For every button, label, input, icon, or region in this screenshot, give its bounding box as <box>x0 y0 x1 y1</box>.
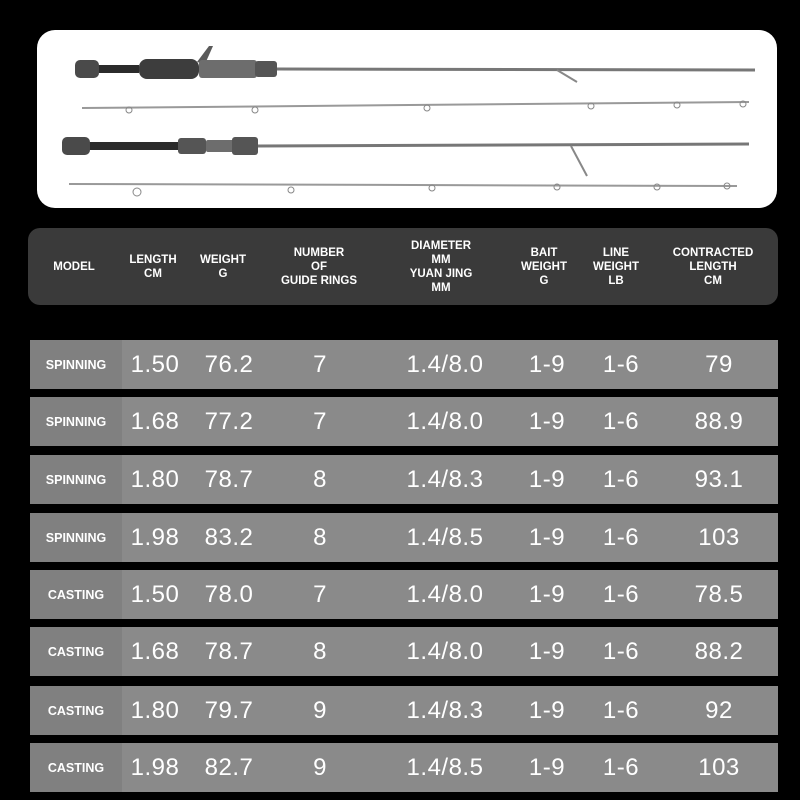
bait-cell: 1-9 <box>528 580 566 608</box>
diameter-cell: 1.4/8.5 <box>406 523 484 551</box>
line-cell: 1-6 <box>602 465 640 493</box>
table-row <box>30 570 778 619</box>
table-row <box>30 513 778 562</box>
diameter-cell: 1.4/8.5 <box>406 753 484 781</box>
weight-cell: 83.2 <box>204 523 254 551</box>
weight-cell: 77.2 <box>204 407 254 435</box>
length-cell: 1.98 <box>130 753 180 781</box>
bait-cell: 1-9 <box>528 696 566 724</box>
length-cell: 1.50 <box>130 350 180 378</box>
length-cell: 1.80 <box>130 696 180 724</box>
weight-cell: 78.7 <box>204 637 254 665</box>
diameter-cell: 1.4/8.3 <box>406 696 484 724</box>
bait-cell: 1-9 <box>528 350 566 378</box>
rings-cell: 9 <box>313 696 327 724</box>
weight-cell: 82.7 <box>204 753 254 781</box>
fishing-rods-illustration <box>37 30 777 208</box>
contracted-cell: 103 <box>698 523 740 551</box>
header-line-weight: LINE WEIGHT LB <box>593 246 639 287</box>
contracted-cell: 78.5 <box>694 580 744 608</box>
model-cell: SPINNING <box>30 340 122 389</box>
weight-cell: 76.2 <box>204 350 254 378</box>
rings-cell: 7 <box>313 580 327 608</box>
rings-cell: 8 <box>313 465 327 493</box>
bait-cell: 1-9 <box>528 523 566 551</box>
model-cell: CASTING <box>30 686 122 735</box>
diameter-cell: 1.4/8.3 <box>406 465 484 493</box>
model-cell: CASTING <box>30 627 122 676</box>
rings-cell: 7 <box>313 350 327 378</box>
line-cell: 1-6 <box>602 580 640 608</box>
table-row <box>30 627 778 676</box>
model-cell: CASTING <box>30 743 122 792</box>
model-cell: CASTING <box>30 570 122 619</box>
diameter-cell: 1.4/8.0 <box>406 580 484 608</box>
contracted-cell: 88.9 <box>694 407 744 435</box>
spinning-rod-tip <box>69 183 737 196</box>
rings-cell: 8 <box>313 523 327 551</box>
header-diameter: DIAMETER MM YUAN JING MM <box>409 239 473 294</box>
table-row <box>30 686 778 735</box>
model-cell: SPINNING <box>30 455 122 504</box>
weight-cell: 79.7 <box>204 696 254 724</box>
diameter-cell: 1.4/8.0 <box>406 350 484 378</box>
bait-cell: 1-9 <box>528 753 566 781</box>
line-cell: 1-6 <box>602 523 640 551</box>
table-row <box>30 340 778 389</box>
contracted-cell: 92 <box>705 696 733 724</box>
diameter-cell: 1.4/8.0 <box>406 407 484 435</box>
line-cell: 1-6 <box>602 753 640 781</box>
header-contracted-length: CONTRACTED LENGTH CM <box>672 246 754 287</box>
bait-cell: 1-9 <box>528 465 566 493</box>
length-cell: 1.68 <box>130 637 180 665</box>
weight-cell: 78.0 <box>204 580 254 608</box>
line-cell: 1-6 <box>602 407 640 435</box>
contracted-cell: 103 <box>698 753 740 781</box>
contracted-cell: 93.1 <box>694 465 744 493</box>
header-guide-rings: NUMBER OF GUIDE RINGS <box>280 246 358 287</box>
table-row <box>30 455 778 504</box>
length-cell: 1.50 <box>130 580 180 608</box>
diameter-cell: 1.4/8.0 <box>406 637 484 665</box>
rings-cell: 7 <box>313 407 327 435</box>
casting-rod-butt <box>75 46 755 82</box>
spinning-rod-butt <box>62 137 749 176</box>
header-model: MODEL <box>53 260 95 273</box>
rod-photo-panel <box>37 30 777 208</box>
header-weight: WEIGHT G <box>200 253 246 280</box>
length-cell: 1.80 <box>130 465 180 493</box>
header-bait-weight: BAIT WEIGHT G <box>521 246 567 287</box>
rings-cell: 8 <box>313 637 327 665</box>
header-length: LENGTH CM <box>129 253 177 280</box>
line-cell: 1-6 <box>602 350 640 378</box>
weight-cell: 78.7 <box>204 465 254 493</box>
line-cell: 1-6 <box>602 696 640 724</box>
bait-cell: 1-9 <box>528 407 566 435</box>
table-row <box>30 743 778 792</box>
table-row <box>30 397 778 446</box>
model-cell: SPINNING <box>30 513 122 562</box>
length-cell: 1.68 <box>130 407 180 435</box>
rings-cell: 9 <box>313 753 327 781</box>
contracted-cell: 88.2 <box>694 637 744 665</box>
model-cell: SPINNING <box>30 397 122 446</box>
length-cell: 1.98 <box>130 523 180 551</box>
spec-table-header <box>28 228 778 305</box>
contracted-cell: 79 <box>705 350 733 378</box>
casting-rod-tip <box>82 101 749 113</box>
line-cell: 1-6 <box>602 637 640 665</box>
bait-cell: 1-9 <box>528 637 566 665</box>
